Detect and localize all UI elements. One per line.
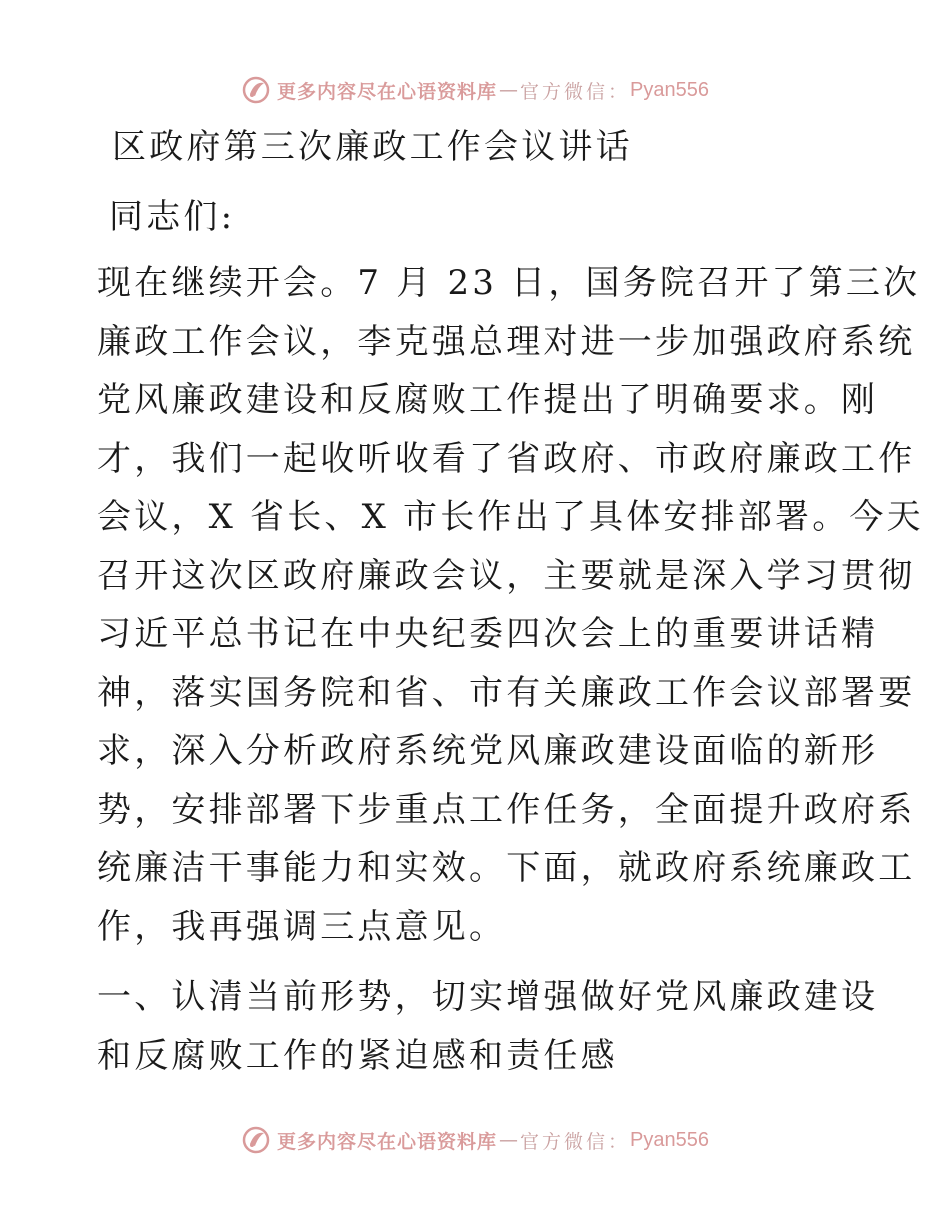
paragraph-line: 廉政工作会议，李克强总理对进一步加强政府系统	[97, 321, 916, 362]
document-title: 区政府第三次廉政工作会议讲话	[112, 127, 633, 167]
logo-icon	[241, 75, 271, 105]
paragraph-line: 党风廉政建设和反腐败工作提出了明确要求。刚	[97, 380, 879, 420]
document-body	[97, 118, 924, 1085]
heading-line: 一、认清当前形势，切实增强做好党风廉政建设	[97, 977, 879, 1017]
watermark-bottom	[0, 1120, 950, 1160]
paragraph-line: 作，我再强调三点意见。	[97, 906, 507, 947]
watermark-side-text: 官方微信：	[520, 1130, 631, 1153]
paragraph-line: 神，落实国务院和省、市有关廉政工作会议部署要	[97, 672, 916, 713]
paragraph-line: 会议，X 省长、X 市长作出了具体安排部署。今天	[97, 497, 924, 537]
paragraph-line: 现在继续开会。7 月 23 日，国务院召开了第三次	[97, 263, 921, 303]
section-heading	[97, 968, 879, 1085]
watermark-main-text: 更多内容尽在心语资料库	[277, 80, 498, 103]
watermark-main-text: 更多内容尽在心语资料库	[277, 1130, 498, 1153]
paragraph-line: 习近平总书记在中央纪委四次会上的重要讲话精	[97, 614, 879, 654]
paragraph	[97, 254, 924, 956]
watermark-wechat-id: Pyan556	[630, 78, 709, 101]
paragraph-line: 才，我们一起收听收看了省政府、市政府廉政工作	[97, 438, 916, 479]
logo-icon	[241, 1125, 271, 1155]
watermark-wechat-id: Pyan556	[630, 1128, 709, 1151]
watermark-top	[0, 70, 950, 110]
paragraph-line: 势，安排部署下步重点工作任务，全面提升政府系	[97, 789, 916, 830]
paragraph-line: 召开这次区政府廉政会议，主要就是深入学习贯彻	[97, 555, 916, 596]
watermark-dash: —	[499, 1129, 519, 1151]
heading-line: 和反腐败工作的紧迫感和责任感	[97, 1035, 618, 1076]
greeting: 同志们:	[109, 197, 236, 237]
paragraph-line: 求，深入分析政府系统党风廉政建设面临的新形	[97, 731, 879, 771]
watermark-dash: —	[499, 79, 519, 101]
watermark-side-text: 官方微信：	[520, 80, 631, 103]
paragraph-line: 统廉洁干事能力和实效。下面，就政府系统廉政工	[97, 848, 916, 888]
